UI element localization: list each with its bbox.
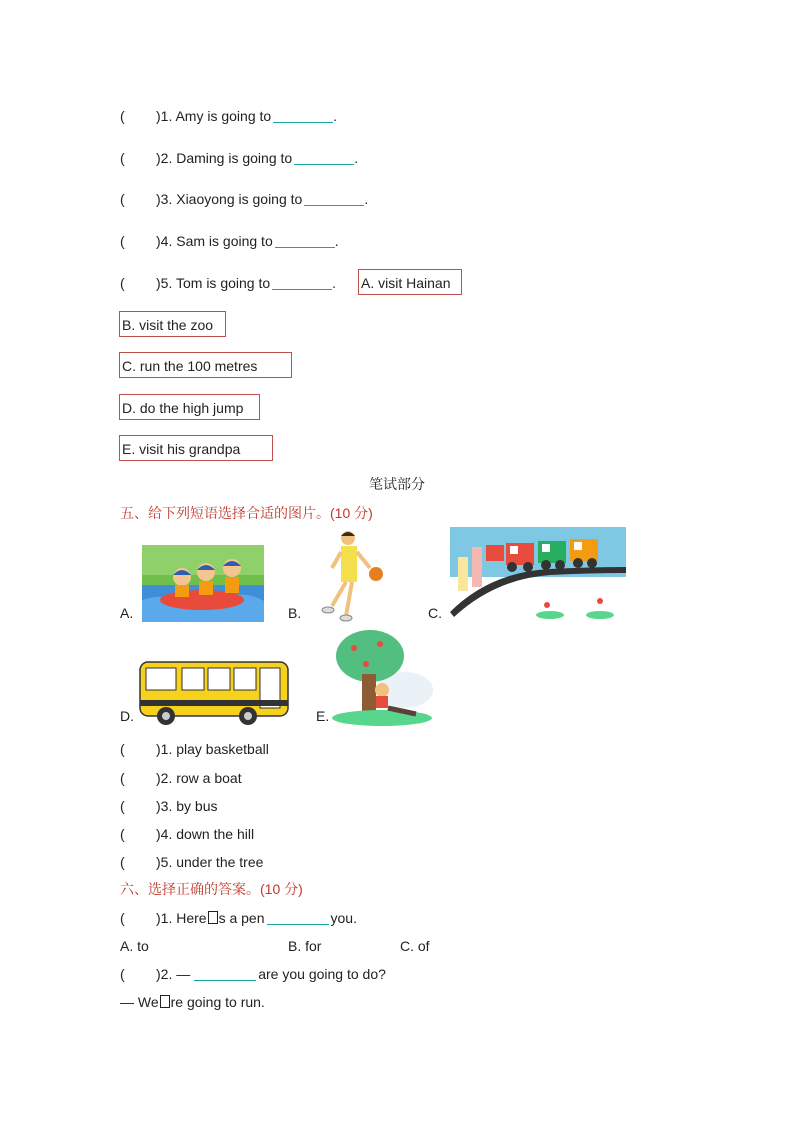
- option-e: E. visit his grandpa: [119, 435, 273, 461]
- listening-item-2: ( )2. Daming is going to .: [120, 150, 359, 166]
- option-d: D. do the high jump: [119, 394, 260, 420]
- pic-label-d: D.: [120, 708, 134, 724]
- train-picture: [450, 527, 626, 622]
- section5-item-5: ( )5. under the tree: [120, 854, 264, 870]
- section6-title: 六、选择正确的答案。(10 分): [120, 881, 303, 897]
- listening-item-5: ( )5. Tom is going to .: [120, 275, 337, 291]
- listening-item-1: ( )1. Amy is going to .: [120, 108, 338, 124]
- answer-blank[interactable]: [275, 233, 335, 248]
- section6-question-1: ( )1. Here s a pen you.: [120, 910, 357, 926]
- section5-item-2: ( )2. row a boat: [120, 770, 242, 786]
- listening-item-4: ( )4. Sam is going to .: [120, 233, 339, 249]
- section5-title: 五、给下列短语选择合适的图片。(10 分): [120, 505, 373, 521]
- q1-option-b[interactable]: B. for: [288, 938, 322, 954]
- rafting-picture: [142, 545, 264, 622]
- section5-item-4: ( )4. down the hill: [120, 826, 255, 842]
- question-2-answer: — We re going to run.: [120, 994, 265, 1010]
- section5-item-3: ( )3. by bus: [120, 798, 218, 814]
- option-b: B. visit the zoo: [119, 311, 226, 337]
- pic-label-a: A.: [120, 605, 134, 621]
- section5-item-1: ( )1. play basketball: [120, 741, 269, 757]
- written-part-title: 笔试部分: [369, 476, 425, 492]
- answer-blank[interactable]: [273, 108, 333, 123]
- answer-blank[interactable]: [267, 910, 329, 925]
- answer-blank[interactable]: [272, 275, 332, 290]
- answer-blank[interactable]: [194, 966, 256, 981]
- apostrophe-placeholder-icon: [160, 995, 170, 1008]
- tree-picture: [330, 630, 434, 726]
- apostrophe-placeholder-icon: [208, 911, 218, 924]
- answer-blank[interactable]: [294, 150, 354, 165]
- option-a: A. visit Hainan: [358, 269, 462, 295]
- section6-question-2: ( )2. — are you going to do?: [120, 966, 386, 982]
- option-c: C. run the 100 metres: [119, 352, 292, 378]
- pic-label-e: E.: [316, 708, 330, 724]
- pic-label-b: B.: [288, 605, 302, 621]
- answer-blank[interactable]: [304, 191, 364, 206]
- pic-label-c: C.: [428, 605, 442, 621]
- basketball-picture: [308, 528, 388, 622]
- listening-item-3: ( )3. Xiaoyong is going to .: [120, 191, 369, 207]
- q1-option-a[interactable]: A. to: [120, 938, 149, 954]
- bus-picture: [138, 654, 290, 726]
- q1-option-c[interactable]: C. of: [400, 938, 430, 954]
